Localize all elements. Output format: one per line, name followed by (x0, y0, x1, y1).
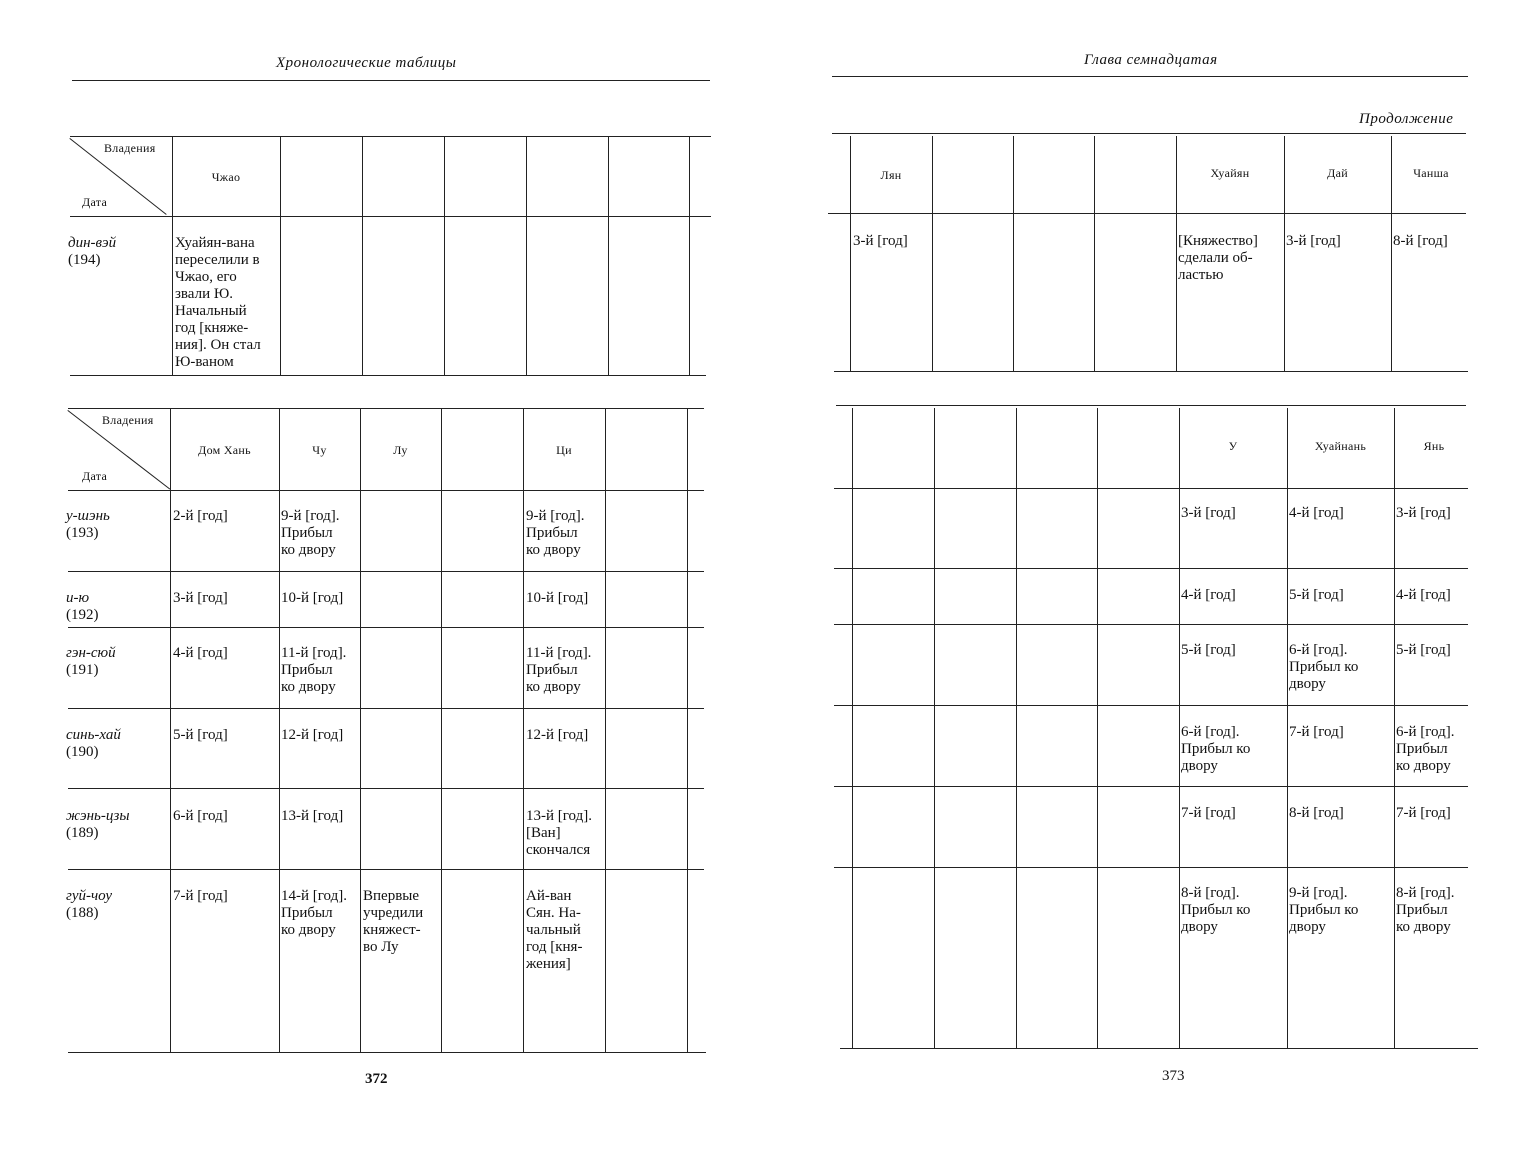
head-rule (72, 80, 710, 81)
era-name: жэнь-цзы (66, 808, 130, 824)
table-cell: 3-й [год] (853, 233, 908, 249)
table-cell: 6-й [год] (173, 808, 228, 824)
table-cell: 7-й [год] (173, 888, 228, 904)
year-number: (189) (66, 825, 99, 841)
corner-label-bottom: Дата (82, 469, 108, 483)
corner-label-top: Владения (104, 141, 156, 155)
date-label (66, 808, 161, 842)
table-cell: 12-й [год] (281, 727, 344, 743)
era-name: гэн-сюй (66, 645, 116, 661)
table-cell: 13-й [год] (281, 808, 344, 824)
table-cell: Ай-ван Сян. На- чальный год [кня- жения] (526, 888, 583, 972)
column-header: Дом Хань (198, 443, 251, 457)
column-header: У (1228, 439, 1238, 453)
table-cell: 2-й [год] (173, 508, 228, 524)
table-cell: 10-й [год] (281, 590, 344, 606)
table-cell: 8-й [год]. Прибыл ко двору (1396, 885, 1455, 935)
column-header: Хуайян (1210, 166, 1250, 180)
table-cell: 10-й [год] (526, 590, 589, 606)
table-cell: 3-й [год] (1396, 505, 1451, 521)
table-cell: 5-й [год] (1396, 642, 1451, 658)
table-cell: Впервые учредили княжест- во Лу (363, 888, 424, 955)
table-cell: 11-й [год]. Прибыл ко двору (281, 645, 347, 695)
date-label (66, 590, 161, 624)
table-cell: Хуайян-вана переселили в Чжао, его звали Ю. Начальный год [княже- ния]. Он стал Ю-ваном (175, 235, 261, 370)
table-cell: 8-й [год] (1393, 233, 1448, 249)
table-cell: 9-й [год]. Прибыл ко двору (526, 508, 585, 558)
table-cell: 3-й [год] (1181, 505, 1236, 521)
year-number: (188) (66, 905, 99, 921)
date-label (66, 645, 161, 679)
table-cell: 11-й [год]. Прибыл ко двору (526, 645, 592, 695)
head-rule (832, 76, 1468, 77)
year-number: (194) (68, 252, 101, 268)
date-label (66, 508, 161, 542)
corner-label-top: Владения (102, 413, 154, 427)
table-cell: 3-й [год] (173, 590, 228, 606)
table-cell: 7-й [год] (1289, 724, 1344, 740)
table-cell: 9-й [год]. Прибыл ко двору (281, 508, 340, 558)
column-header: Ци (556, 443, 572, 457)
table-cell: 6-й [год]. Прибыл ко двору (1289, 642, 1359, 692)
year-number: (193) (66, 525, 99, 541)
date-label (66, 727, 161, 761)
table-cell: 3-й [год] (1286, 233, 1341, 249)
column-header: Янь (1423, 439, 1445, 453)
era-name: и-ю (66, 590, 90, 606)
table-cell: 4-й [год] (1181, 587, 1236, 603)
era-name: дин-вэй (68, 235, 117, 251)
right-page (766, 0, 1532, 1150)
column-header: Дай (1327, 166, 1348, 180)
table-cell: 5-й [год] (1289, 587, 1344, 603)
era-name: синь-хай (66, 727, 121, 743)
table-cell: 12-й [год] (526, 727, 589, 743)
running-head-right: Глава семнадцатая (1084, 52, 1218, 68)
table-cell: 14-й [год]. Прибыл ко двору (281, 888, 347, 938)
year-number: (190) (66, 744, 99, 760)
table-cell: 8-й [год] (1289, 805, 1344, 821)
table-cell: 4-й [год] (1396, 587, 1451, 603)
year-number: (191) (66, 662, 99, 678)
column-header: Хуайнань (1314, 439, 1367, 453)
running-head-left: Хронологические таблицы (276, 55, 457, 71)
page-number-left: 372 (365, 1071, 388, 1087)
column-header: Лян (880, 168, 902, 182)
column-header: Чу (312, 443, 327, 457)
table-cell: 5-й [год] (1181, 642, 1236, 658)
table-cell: 6-й [год]. Прибыл ко двору (1181, 724, 1251, 774)
table-cell: 4-й [год] (173, 645, 228, 661)
table-cell: 4-й [год] (1289, 505, 1344, 521)
table-cell: 7-й [год] (1181, 805, 1236, 821)
column-header: Чжао (211, 170, 241, 184)
table-cell: 6-й [год]. Прибыл ко двору (1396, 724, 1455, 774)
table-cell: 8-й [год]. Прибыл ко двору (1181, 885, 1251, 935)
year-number: (192) (66, 607, 99, 623)
table-cell: 7-й [год] (1396, 805, 1451, 821)
column-header: Чанша (1413, 166, 1449, 180)
table-cell: 13-й [год]. [Ван] скончался (526, 808, 592, 858)
date-label (68, 235, 163, 269)
corner-label-bottom: Дата (82, 195, 108, 209)
era-name: у-шэнь (66, 508, 110, 524)
continuation-label: Продолжение (1359, 111, 1454, 127)
page-number-right: 373 (1162, 1068, 1185, 1084)
table-cell: 9-й [год]. Прибыл ко двору (1289, 885, 1359, 935)
era-name: гуй-чоу (66, 888, 113, 904)
table-cell: [Княжество] сделали об- ластью (1178, 233, 1258, 283)
column-header: Лу (393, 443, 408, 457)
table-cell: 5-й [год] (173, 727, 228, 743)
date-label (66, 888, 161, 922)
